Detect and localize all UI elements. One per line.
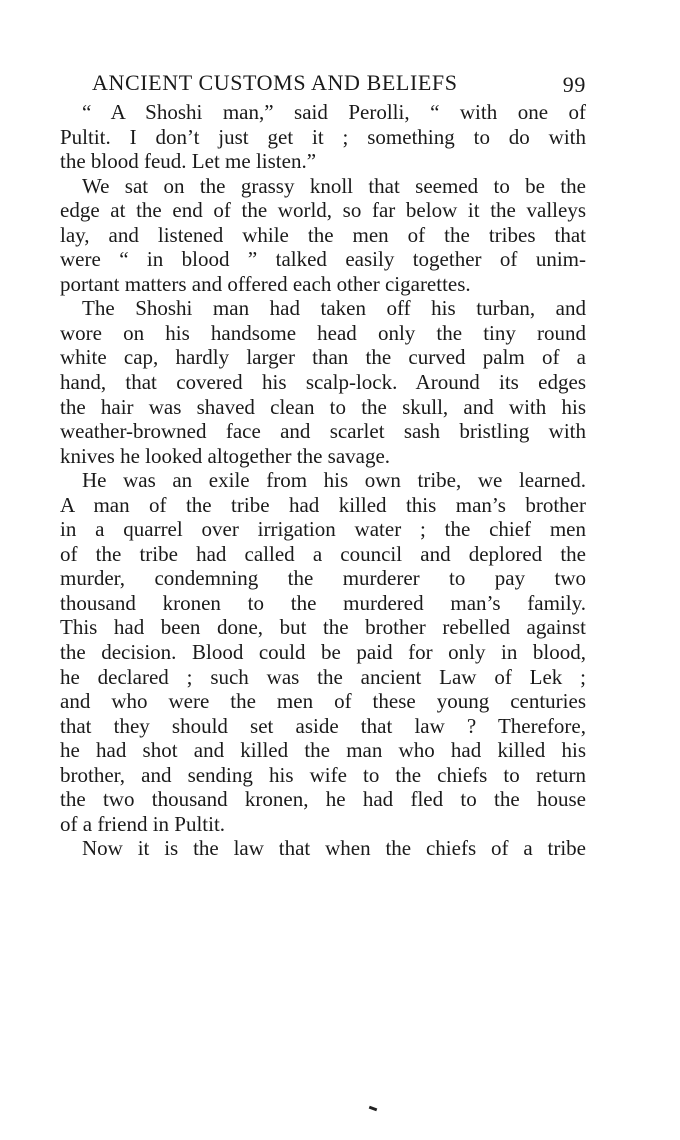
text-line: He was an exile from his own tribe, we learned. <box>82 468 586 493</box>
text-line: edge at the end of the world, so far below it the valleys <box>60 198 586 223</box>
text-line: that they should set aside that law ? Therefore, <box>60 713 586 738</box>
text-line: hand, that covered his scalp-lock. Around its edges <box>60 370 586 395</box>
text-line: This had been done, but the brother rebelled against <box>60 615 586 640</box>
text-line: wore on his handsome head only the tiny round <box>60 320 586 345</box>
text-line: he had shot and killed the man who had killed his <box>60 738 586 763</box>
text-line: “ A Shoshi man,” said Perolli, “ with one of <box>82 100 586 124</box>
text-line: lay, and listened while the men of the tribes that <box>60 222 586 247</box>
text-line: in a quarrel over irrigation water ; the chief men <box>60 517 586 542</box>
text-line: The Shoshi man had taken off his turban, and <box>82 296 586 321</box>
text-line: white cap, hardly larger than the curved palm of a <box>60 345 586 370</box>
text-line: were “ in blood ” talked easily together of unim- <box>60 247 586 272</box>
text-line: Now it is the law that when the chiefs of a tribe <box>82 836 586 861</box>
printing-speck <box>369 1106 378 1112</box>
text-line: of the tribe had called a council and deplored the <box>60 541 586 566</box>
text-line: weather-browned face and scarlet sash bristling with <box>60 419 586 444</box>
text-line: Pultit. I don’t just get it ; something to do with <box>60 124 586 149</box>
text-line: the blood feud. Let me listen.” <box>60 149 317 174</box>
text-line: the decision. Blood could be paid for only in blood, <box>60 640 586 665</box>
text-line: brother, and sending his wife to the chiefs to return <box>60 762 586 787</box>
running-title: ANCIENT CUSTOMS AND BELIEFS <box>92 70 458 95</box>
text-line: We sat on the grassy knoll that seemed to be the <box>82 173 586 198</box>
text-line: knives he looked altogether the savage. <box>60 443 391 468</box>
text-line: portant matters and offered each other cigarettes. <box>60 271 471 296</box>
running-header <box>60 64 586 100</box>
text-line: the two thousand kronen, he had fled to the house <box>60 787 586 812</box>
text-line: A man of the tribe had killed this man’s brother <box>60 492 586 517</box>
text-line: of a friend in Pultit. <box>60 811 226 836</box>
text-line: he declared ; such was the ancient Law of Lek ; <box>60 664 586 689</box>
text-line: and who were the men of these young centuries <box>60 689 586 714</box>
text-line: the hair was shaved clean to the skull, and with his <box>60 394 586 419</box>
text-line: murder, condemning the murderer to pay two <box>60 566 586 591</box>
page-number: 99 <box>562 72 586 97</box>
text-line: thousand kronen to the murdered man’s family. <box>60 590 586 615</box>
body-text <box>60 100 586 861</box>
